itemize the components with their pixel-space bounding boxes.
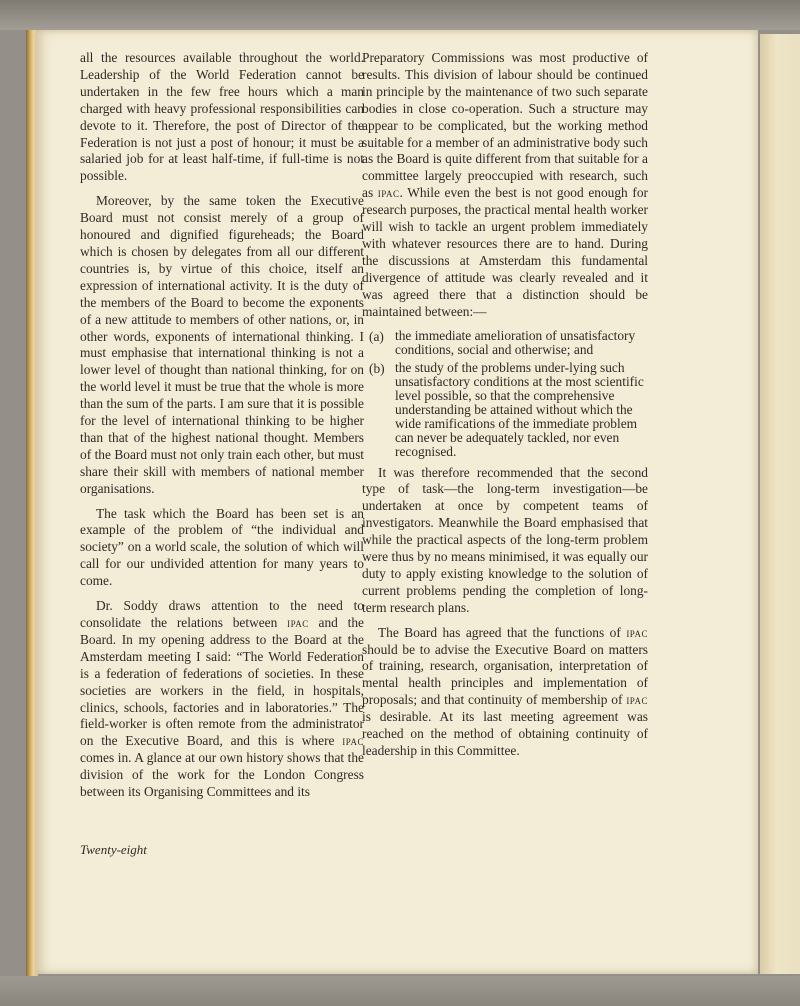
paragraph: Preparatory Commissions was most productive of results. This division of labour should be continued in principle by the maintenance of two such separate bodies in close co-operation. Such a structure may appear to be complicated, but the working method suitable for a member of an administrative body such as the Board is quite different from that suitable for a committee largely preoccupied with research, such as ipac. While even the best is not good enough for research purposes, the practical mental health worker will wish to tackle an urgent problem immediately with whatever resources there are to hand. During the discussions at Amsterdam this fundamental divergence of attitude was clearly revealed and it was agreed there that a distinction should be maintained between:—: [362, 50, 648, 319]
list-marker: (b): [369, 360, 385, 376]
list-marker: (a): [369, 328, 384, 344]
list-item-text: the study of the problems under-lying such unsatisfactory conditions at the most scientific level possible, so that the comprehensive understanding be attained without which the wide ramifications of the immediate problem can never be adequately tackled, nor even recognised.: [395, 359, 644, 459]
distinction-list: [362, 329, 648, 459]
paragraph: Dr. Soddy draws attention to the need to consolidate the relations between ipac and the Board. In my opening address to the Board at the Amsterdam meeting I said: “The World Federation is a federation of federations of societies. In these societies are workers in the field, in hospitals, clinics, schools, factories and in laboratories.” The field-worker is often remote from the administrator on the Executive Board, and this is where ipac comes in. A glance at our own history shows that the division of the work for the London Congress between its Organising Committees and its: [80, 598, 364, 800]
page-number: Twenty-eight: [80, 842, 147, 857]
ipac-abbreviation: ipac: [377, 185, 400, 201]
ipac-abbreviation: ipac: [626, 624, 648, 640]
paragraph: Moreover, by the same token the Executive Board must not consist merely of a group of honoured and dignified figureheads; the Board which is chosen by delegates from all our different countries is, by virtue of this choice, itself an expression of international activity. It is the duty of the members of the Board to become the exponents of a new attitude to members of other nations, or, in other words, exponents of international thinking. I must emphasise that international thinking is not a lower level of thought than national thinking, for on the world level it must be true that the whole is more than the sum of the parts. I am sure that it is possible for the level of international thinking to be higher than that of the highest national thought. Members of the Board must not only train each other, but must share their skill with members of national member organisations.: [80, 193, 364, 496]
ipac-abbreviation: ipac: [287, 615, 309, 630]
list-item-text: the immediate amelioration of unsatisfactory conditions, social and otherwise; and: [395, 327, 636, 357]
ipac-abbreviation: ipac: [626, 692, 648, 708]
paragraph: all the resources available throughout the world. Leadership of the World Federation cannot be undertaken in the few free hours which a man charged with heavy professional responsibilities can devote to it. Therefore, the post of Director of the Federation is not just a post of honour; it must be a salaried job for at least half-time, if full-time is not possible.: [80, 50, 364, 184]
scan-bottom-edge: [0, 976, 800, 1006]
right-text-column: [362, 50, 648, 768]
list-item: [362, 329, 648, 357]
ipac-abbreviation: ipac: [342, 733, 364, 749]
paragraph: It was therefore recommended that the second type of task—the long-term investigation—be undertaken at once by competent teams of investigators. Meanwhile the Board emphasised that while the practical aspects of the long-term problem were thus by no means minimised, it was equally our duty to apply existing knowledge to the solution of current problems pending the completion of long-term research plans.: [362, 464, 648, 615]
list-item: [362, 361, 648, 459]
facing-page-edge: [760, 34, 800, 974]
paragraph: The task which the Board has been set is an example of the problem of “the individual and society” on a world scale, the solution of which will call for our undivided attention for many years to come.: [80, 505, 364, 589]
left-text-column: [80, 50, 364, 809]
paragraph: The Board has agreed that the functions of ipac should be to advise the Executive Board on matters of training, research, organisation, interpretation of mental health principles and implementation of proposals; and that continuity of membership of ipac is desirable. At its last meeting agreement was reached on the method of obtaining continuity of leadership in this Committee.: [362, 624, 648, 758]
scan-top-edge: [0, 0, 800, 30]
